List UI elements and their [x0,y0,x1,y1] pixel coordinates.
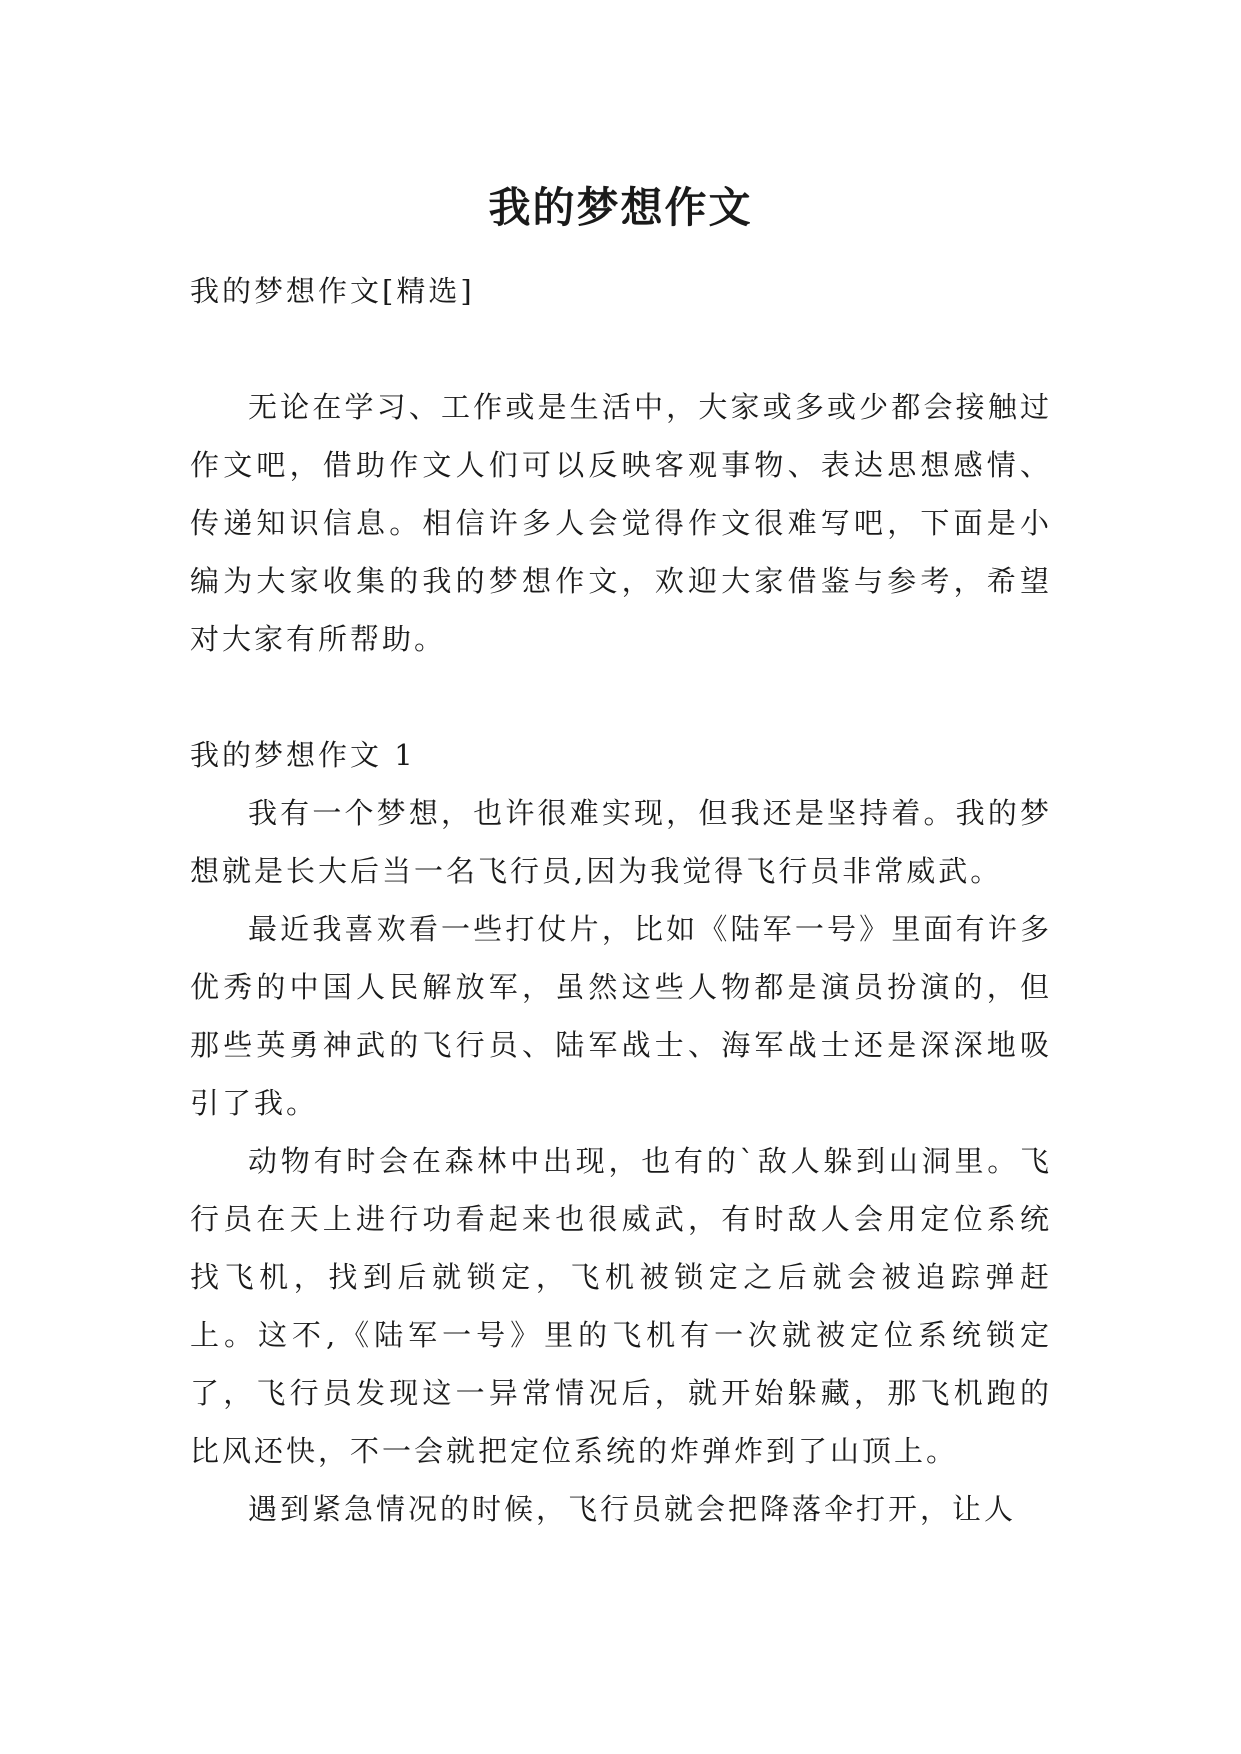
body-paragraph: 遇到紧急情况的时候，飞行员就会把降落伞打开，让人 [248,1492,1017,1526]
body-paragraph: 动物有时会在森林中出现，也有的`敌人躲到山洞里。飞行员在天上进行功看起来也很威武，有时敌人会用定位系统找飞机，找到后就锁定，飞机被锁定之后就会被追踪弹赶上。这不,《陆军一号》里的飞机有一次就被定位系统锁定了，飞行员发现这一异常情况后，就开始躲藏，那飞机跑的比风还快，不一会就把定位系统的炸弹炸到了山顶上。 [190,1144,1052,1468]
document-title: 我的梦想作文 [488,183,753,233]
document-body [190,262,1052,1538]
body-paragraph: 我有一个梦想，也许很难实现，但我还是坚持着。我的梦想就是长大后当一名飞行员,因为我觉得飞行员非常威武。 [190,796,1052,888]
document-subtitle: 我的梦想作文[精选] [190,274,475,308]
section-heading: 我的梦想作文 1 [190,738,416,772]
intro-paragraph: 无论在学习、工作或是生活中，大家或多或少都会接触过作文吧，借助作文人们可以反映客观事物、表达思想感情、传递知识信息。相信许多人会觉得作文很难写吧，下面是小编为大家收集的我的梦想作文，欢迎大家借鉴与参考，希望对大家有所帮助。 [190,390,1052,656]
spacer [190,668,1052,726]
body-paragraph: 最近我喜欢看一些打仗片，比如《陆军一号》里面有许多优秀的中国人民解放军，虽然这些人物都是演员扮演的，但那些英勇神武的飞行员、陆军战士、海军战士还是深深地吸引了我。 [190,912,1052,1120]
spacer [190,320,1052,378]
